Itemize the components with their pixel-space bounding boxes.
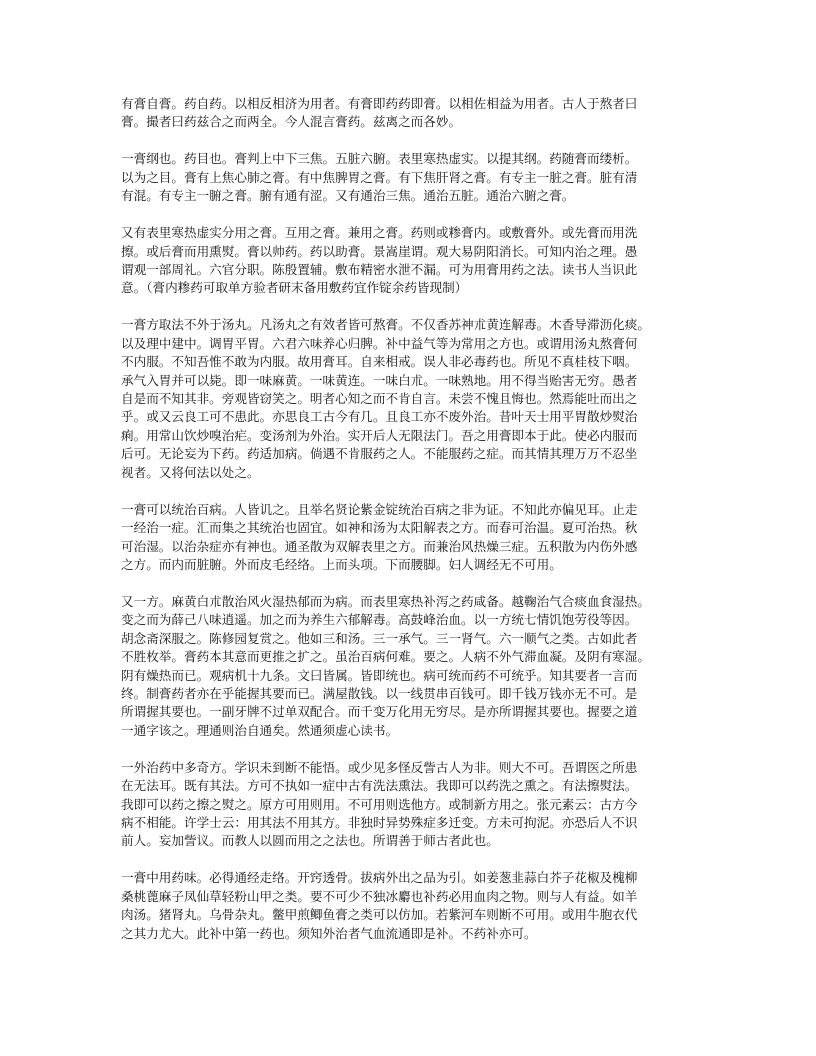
- paragraph-5: 一膏可以统治百病。人皆讥之。且举名贤论紫金锭统治百病之非为证。不知此亦偏见耳。止走 一经治一症。汇而集之其统治也固宜。如神和汤为太阳解表之方。而春可治温。夏可治热。秋 可治湿。以治杂症亦有神也。通圣散为双解表里之方。而兼治风热燥三症。五积散为内伤外感 之方。而内而脏腑。外而皮毛经络。上而头项。下而腰脚。妇人调经无不可用。: [121, 501, 638, 572]
- paragraph-1: 有膏自膏。药自药。以相反相济为用者。有膏即药药即膏。以相佐相益为用者。古人于熬者曰 膏。撮者曰药兹合之而两全。今人混言膏药。兹离之而各妙。: [121, 96, 638, 130]
- document-page: [121, 95, 701, 943]
- paragraph-3: 又有表里寒热虚实分用之膏。互用之膏。兼用之膏。药则或糁膏内。或敷膏外。或先膏而用洗 擦。或后膏而用熏熨。膏以帅药。药以助膏。景嵩崖谓。观大易阴阳消长。可知内治之理。愚 谓观一部周礼。六官分职。陈殷置辅。敷布精密水泄不漏。可为用膏用药之法。读书人当识此 意。（膏内糁药可取单方验者研末备用敷药宜作锭余药皆现制）: [121, 225, 638, 296]
- paragraph-7: 一外治药中多奇方。学识未到断不能悟。或少见多怪反訾古人为非。则大不可。吾谓医之所患 在无法耳。既有其法。方可不执如一症中古有洗法熏法。我即可以药洗之熏之。有法擦熨法。 我即可以药之擦之熨之。原方可用则用。不可用则选他方。或制新方用之。张元素云：古方今 病不相能。许学士云：用其法不用其方。非独时异势殊症多迁变。方未可拘泥。亦恐后人不识 前人。妄加訾议。而教人以圆而用之之法也。所谓善于师古者此也。: [121, 759, 638, 849]
- paragraph-8: 一膏中用药味。必得通经走络。开窍透骨。拔病外出之品为引。如姜葱韭蒜白芥子花椒及槐柳 桑桃蓖麻子凤仙草轻粉山甲之类。要不可少不独冰麝也补药必用血肉之物。则与人有益。如羊 肉汤。猪肾丸。乌骨杂丸。鳖甲煎鲫鱼膏之类可以仿加。若紫河车则断不可用。或用牛胞衣代 之其力尤大。此补中第一药也。须知外治者气血流通即是补。不药补亦可。: [121, 870, 638, 941]
- paragraph-2: 一膏纲也。药目也。膏判上中下三焦。五脏六腑。表里寒热虚实。以提其纲。药随膏而缕析。 以为之目。膏有上焦心肺之膏。有中焦脾胃之膏。有下焦肝肾之膏。有专主一脏之膏。脏有清 有混。有专主一腑之膏。腑有通有涩。又有通治三焦。通治五脏。通治六腑之膏。: [121, 151, 638, 204]
- paragraph-6: 又一方。麻黄白朮散治风火湿热郁而为病。而表里寒热补泻之药咸备。越鞠治气合痰血食湿热。 变之而为薛己八味逍遥。加之而为养生六郁解毒。高鼓峰治血。以一方统七情饥饱劳役等因。 胡念斋深服之。陈修园复赏之。他如三和汤。三一承气。三一肾气。六一顺气之类。古如此者 不胜枚举。膏药本其意而更推之扩之。虽治百病何难。要之。人病不外气滞血凝。及阴有寒湿。 阴有燥热而已。观病机十九条。文曰皆属。皆即统也。病可统而药不可统乎。知其要者一言而 终。制膏药者亦在乎能握其要而已。满屋散钱。以一线贯串百钱可。即千钱万钱亦无不可。是 所谓握其要也。一副牙牌不过单双配合。而千变万化用无穷尽。是亦所谓握其要也。握要之道 一通字该之。理通则治自通矣。然通须虚心读书。: [121, 593, 650, 738]
- paragraph-4: 一膏方取法不外于汤丸。凡汤丸之有效者皆可熬膏。不仅香苏神朮黄连解毒。木香导滞沥化痰。 以及理中建中。调胃平胃。六君六味养心归脾。补中益气等为常用之方也。或谓用汤丸熬膏何 不内服。不知吾惟不敢为内服。故用膏耳。自来相戒。误人非必毒药也。所见不真桂枝下咽。 承气入胃并可以毙。即一味麻黄。一味黄连。一味白朮。一味熟地。用不得当贻害无穷。愚者 自是而不知其非。旁观皆窃笑之。明者心知之而不肯自言。未尝不愧且悔也。然焉能吐而出之 乎。或又云良工可不患此。亦思良工古今有几。且良工亦不废外治。昔叶天士用平胃散炒熨治 痢。用常山饮炒嗅治疟。变汤剂为外治。实开后人无限法门。吾之用膏即本于此。使必内服而 后可。无论妄为下药。药适加病。倘遇不肯服药之人。不能服药之症。而其情其理万万不忍坐 视者。又将何法以处之。: [121, 317, 650, 480]
